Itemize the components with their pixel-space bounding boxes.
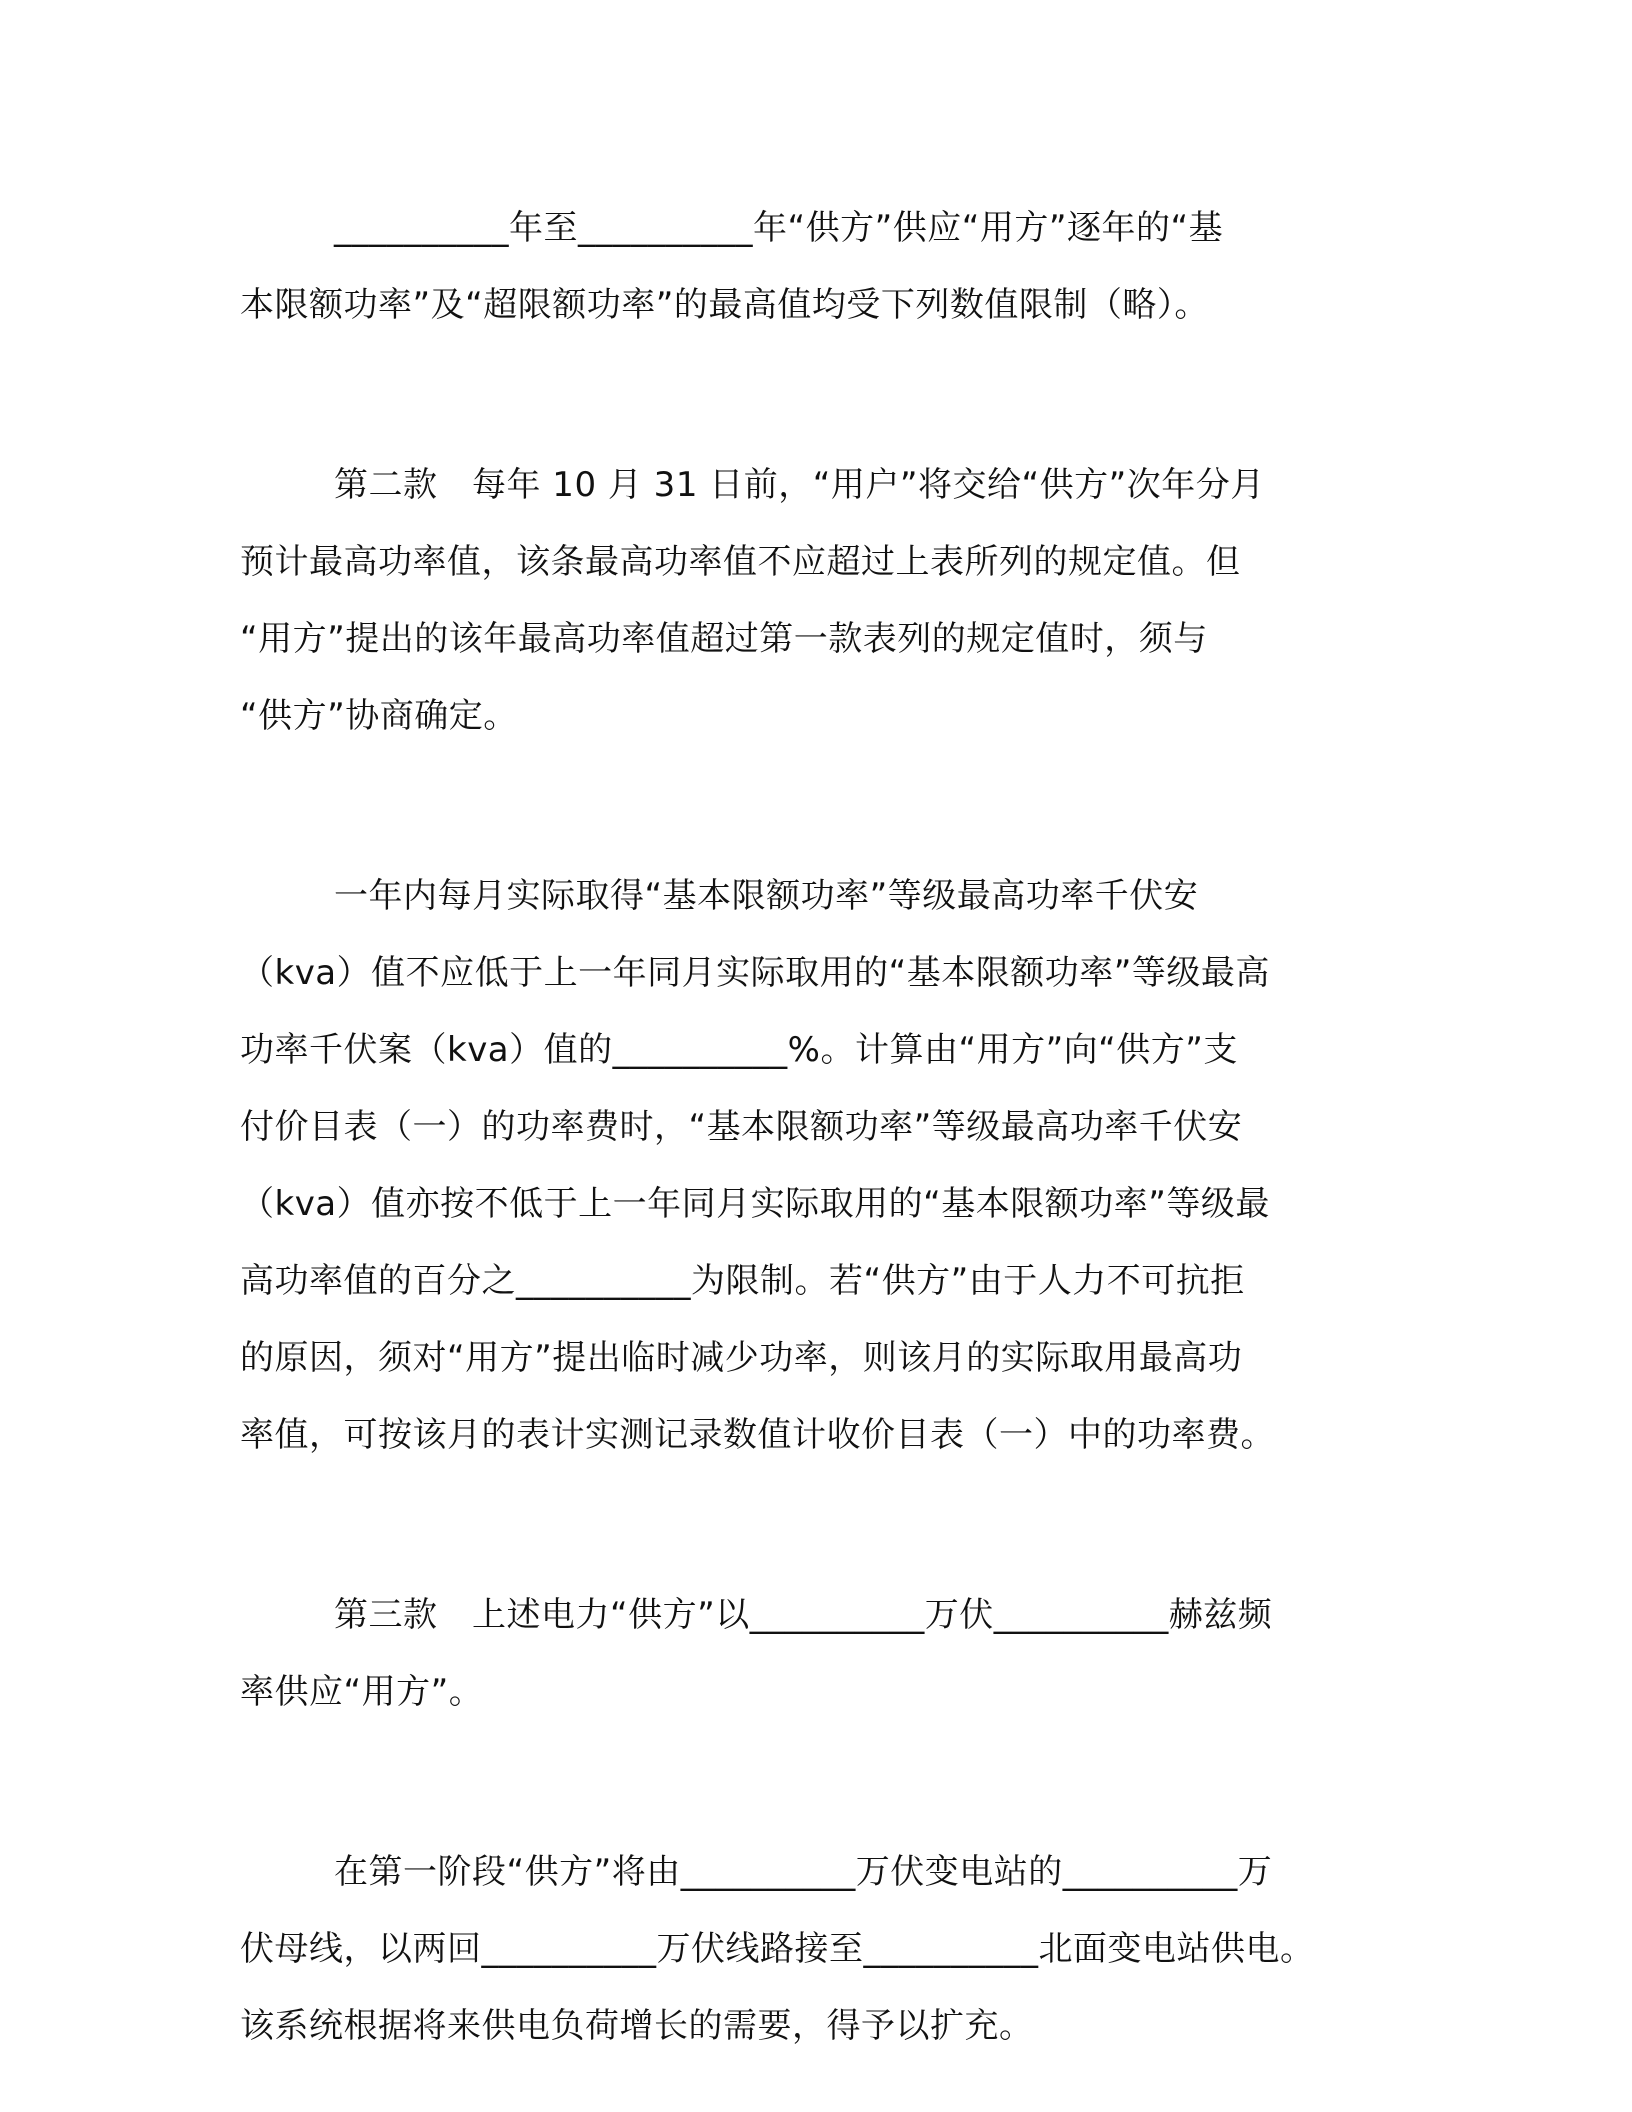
- paragraph-limit-values: [240, 190, 1380, 344]
- text-line: 该系统根据将来供电负荷增长的需要，得予以扩充。: [240, 2006, 1034, 2046]
- paragraph-clause-three: [240, 1577, 1380, 1731]
- text-line: 一年内每月实际取得“基本限额功率”等级最高功率千伏安: [334, 876, 1199, 916]
- text-line: 率值，可按该月的表计实测记录数值计收价目表（一）中的功率费。: [240, 1415, 1275, 1455]
- paragraph-spacer: [240, 344, 1380, 447]
- paragraph-first-stage: [240, 1834, 1380, 2065]
- text-line: 的原因，须对“用方”提出临时减少功率，则该月的实际取用最高功: [240, 1338, 1243, 1378]
- text-line: 在第一阶段“供方”将由__________万伏变电站的__________万: [334, 1852, 1273, 1892]
- text-line: 第三款 上述电力“供方”以__________万伏__________赫兹频: [334, 1595, 1273, 1635]
- paragraph-spacer: [240, 1474, 1380, 1577]
- text-line: （kva）值亦按不低于上一年同月实际取用的“基本限额功率”等级最: [240, 1184, 1270, 1224]
- text-line: （kva）值不应低于上一年同月实际取用的“基本限额功率”等级最高: [240, 953, 1270, 993]
- paragraph-spacer: [240, 755, 1380, 858]
- text-line: “供方”协商确定。: [240, 696, 518, 736]
- text-line: __________年至__________年“供方”供应“用方”逐年的“基: [334, 208, 1224, 248]
- text-line: 率供应“用方”。: [240, 1672, 484, 1712]
- text-line: 预计最高功率值，该条最高功率值不应超过上表所列的规定值。但: [240, 542, 1241, 582]
- text-line: 第二款 每年 10 月 31 日前，“用户”将交给“供方”次年分月: [334, 465, 1265, 505]
- paragraph-monthly-power: [240, 858, 1380, 1474]
- document-body: [240, 190, 1380, 2065]
- paragraph-spacer: [240, 1731, 1380, 1834]
- text-line: 伏母线，以两回__________万伏线路接至__________北面变电站供电。: [240, 1929, 1315, 1969]
- text-line: 功率千伏案（kva）值的__________%。计算由“用方”向“供方”支: [240, 1030, 1238, 1070]
- text-line: 本限额功率”及“超限额功率”的最高值均受下列数值限制（略）。: [240, 285, 1209, 325]
- paragraph-clause-two: [240, 447, 1380, 755]
- text-line: “用方”提出的该年最高功率值超过第一款表列的规定值时，须与: [240, 619, 1208, 659]
- text-line: 付价目表（一）的功率费时，“基本限额功率”等级最高功率千伏安: [240, 1107, 1243, 1147]
- text-line: 高功率值的百分之__________为限制。若“供方”由于人力不可抗拒: [240, 1261, 1245, 1301]
